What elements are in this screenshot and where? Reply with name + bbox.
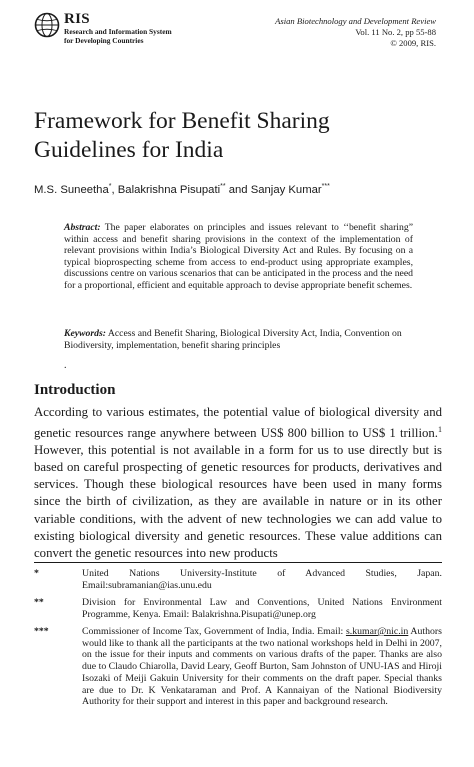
publisher-line-1: Research and Information System — [64, 27, 172, 36]
footnote-mark: * — [34, 568, 39, 579]
keywords-label: Keywords: — [64, 328, 106, 339]
author-affiliation-mark: * — [108, 183, 112, 190]
publisher-block — [64, 12, 172, 45]
intro-text-before-note: According to various estimates, the potential value of biological diversity and genetic resources range anywhere between US$ 800 billion to US$ 1 trillion. — [34, 405, 442, 441]
journal-info — [275, 16, 436, 49]
footnote-mark: *** — [34, 626, 49, 637]
author-name: Sanjay Kumar — [250, 184, 322, 196]
publisher-abbr: RIS — [64, 11, 90, 27]
author-name: M.S. Suneetha — [34, 184, 109, 196]
abstract — [64, 222, 413, 292]
journal-volume: Vol. 11 No. 2, pp 55-88 — [355, 27, 436, 37]
author-list — [34, 183, 330, 196]
footnote-text — [82, 626, 442, 708]
footnote-text-before-email: Commissioner of Income Tax, Government of India, India. Email: — [82, 626, 346, 637]
title-line-2: Guidelines for India — [34, 137, 224, 163]
author-separator: and — [225, 184, 251, 196]
stray-dot: . — [64, 360, 67, 371]
paper-title — [34, 107, 434, 165]
intro-paragraph — [34, 404, 442, 562]
abstract-text: The paper elaborates on principles and issues relevant to ‘‘benefit sharing” within access and benefit sharing provisions in the context of the implementation of relevant provisions within India’s Biological Diversity Act and Rules. By focusing on a typical bioprospecting scheme from access to end-product using appropriate examples, discussions centre on various scenarios that can be anticipated in the process and the need for a proportional, efficient and equitable approach to devise appropriate benefit schemes. — [64, 222, 413, 291]
ris-globe-logo-icon — [34, 12, 60, 38]
footnote-rule — [34, 562, 442, 563]
intro-text-after-note: However, this potential is not available in a form for us to use directly but is based on careful prospecting of genetic resources for products, derivatives and services. Though these biological resources have been used in many forms since the birth of civilization, as they are available in nature or in its other variable conditions, with the advent of new technologies we can add value to existing biological diversity and genetic resources. These value additions can convert the genetic resources into new products — [34, 443, 442, 560]
publisher-line-2: for Developing Countries — [64, 36, 144, 45]
abstract-label: Abstract: — [64, 222, 101, 233]
email-link[interactable]: s.kumar@nic.in — [345, 626, 409, 637]
author-separator: , — [111, 184, 118, 196]
footnote-acknowledgement: Authors would like to thank all the participants at the two national workshops held in Delhi in 2007, on the issue for their inputs and comments on various drafts of the paper. Thanks are also due to Claudo Chiarolla, David Leary, Geoff Burton, Sam Johnston of UNU-IAS and Hiroji Isozaki of Meiji Gakuin University for their comments on the draft paper. Special thanks are due to Dr. K Venkataraman and Prof. A Kannaiyan of the National Biodiversity Authority for their support and interest in this paper and background research. — [82, 626, 442, 708]
author-name: Balakrishna Pisupati — [117, 184, 221, 196]
keywords-text: Access and Benefit Sharing, Biological Diversity Act, India, Convention on Biodiversity, implementation, benefit sharing principles — [64, 328, 402, 351]
footnote-ref: 1 — [438, 425, 442, 435]
keywords — [64, 328, 413, 351]
footnote-mark: ** — [34, 597, 44, 608]
title-line-1: Framework for Benefit Sharing — [34, 108, 330, 134]
section-heading: Introduction — [34, 382, 116, 398]
author-affiliation-mark: *** — [321, 183, 330, 190]
footnote-text: Division for Environmental Law and Conventions, United Nations Environment Programme, Kenya. Email: Balakrishna.Pisupati@unep.org — [82, 597, 442, 620]
footnote-text: United Nations University-Institute of Advanced Studies, Japan. Email:subramanian@ias.unu.edu — [82, 568, 442, 591]
author-affiliation-mark: ** — [220, 183, 226, 190]
journal-copyright: © 2009, RIS. — [390, 38, 436, 48]
journal-name: Asian Biotechnology and Development Review — [275, 16, 436, 26]
